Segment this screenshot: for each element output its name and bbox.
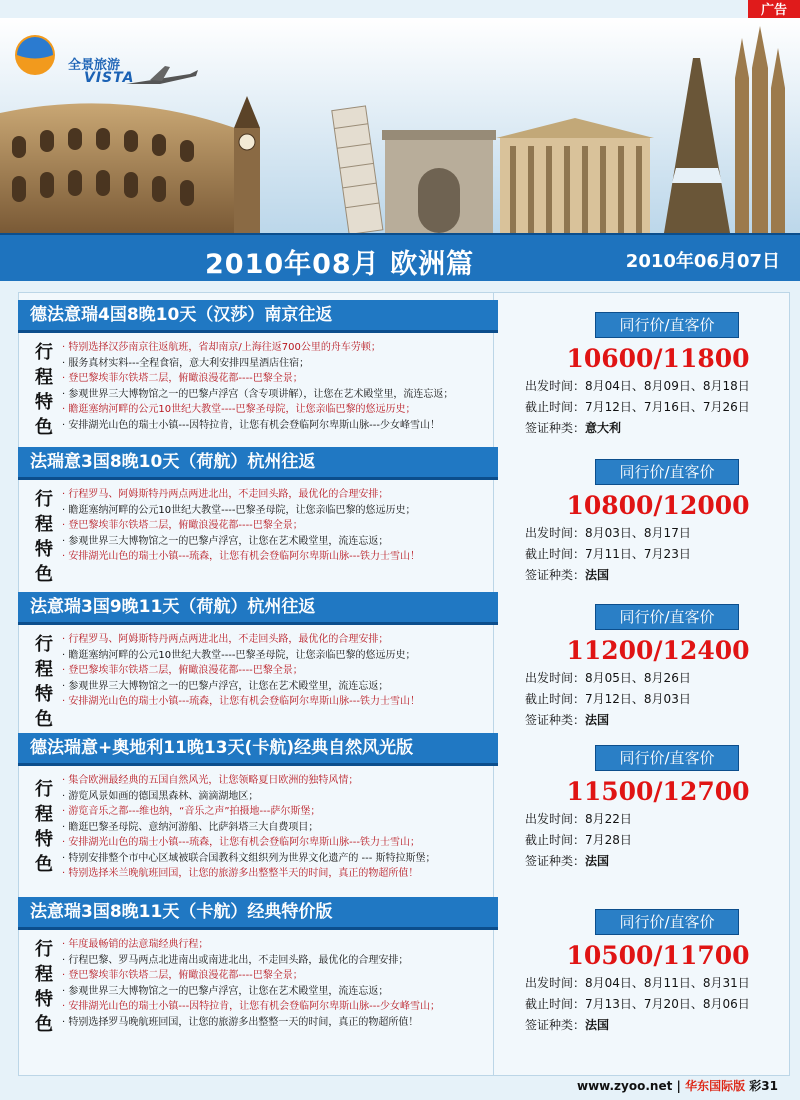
label-char: 程: [35, 964, 53, 985]
footer-brand: 华东国际版: [685, 1079, 746, 1093]
label-char: 色: [35, 417, 53, 438]
depart-value: 8月22日: [585, 812, 632, 826]
feature-list: [62, 340, 502, 433]
feature-item: · 游览风景如画的德国黑森林、滴滴湖地区；: [62, 790, 259, 802]
feature-item: · 服务真材实料---全程食宿，意大利安排四星酒店住宿；: [62, 357, 310, 369]
price-value: 10600/11800: [566, 344, 750, 373]
depart-row: [525, 668, 691, 689]
visa-value: 意大利: [585, 421, 622, 435]
deadline-value: 7月12日、7月16日、7月26日: [585, 400, 750, 414]
feature-item: · 行程巴黎、罗马两点北进南出或南进北出，不走回头路，最优化的合理安排；: [62, 954, 409, 966]
logo-brand-en: VISTA: [84, 70, 135, 86]
visa-value: 法国: [585, 568, 610, 582]
label-char: 特: [35, 684, 53, 705]
depart-label: 出发时间：: [525, 379, 586, 393]
visa-row: [525, 1015, 750, 1036]
label-char: 行: [35, 342, 53, 363]
price-value: 11500/12700: [566, 777, 750, 806]
feature-item: · 安排湖光山色的瑞士小镇---因特拉肯，让您有机会登临阿尔卑斯山脉---少女峰雪山！: [62, 419, 441, 431]
deadline-row: [525, 544, 691, 565]
label-char: 特: [35, 392, 53, 413]
schedule-info: [525, 668, 691, 731]
label-char: 程: [35, 659, 53, 680]
label-char: 特: [35, 829, 53, 851]
schedule-info: [525, 973, 750, 1036]
schedule-info: [525, 523, 691, 586]
depart-value: 8月03日、8月17日: [585, 526, 691, 540]
feature-item: · 行程罗马、阿姆斯特丹两点两进北出，不走回头路，最优化的合理安排；: [62, 634, 389, 645]
depart-label: 出发时间：: [525, 976, 586, 990]
visa-label: 签证种类：: [525, 854, 586, 868]
feature-item: · 特别安排整个市中心区域被联合国教科文组织列为世界文化遗产的 --- 斯特拉斯堡；: [62, 852, 436, 864]
deadline-row: [525, 689, 691, 710]
deadline-label: 截止时间：: [525, 692, 586, 706]
visa-row: [525, 565, 691, 586]
deadline-value: 7月28日: [585, 833, 632, 847]
feature-item: · 参观世界三大博物馆之一的巴黎卢浮宫（含专项讲解），让您在艺术殿堂里，流连忘返；: [62, 388, 454, 400]
depart-row: [525, 523, 691, 544]
itinerary-features-label: [32, 937, 56, 1037]
price-label: 同行价/直客价: [595, 909, 739, 935]
depart-row: [525, 809, 632, 830]
feature-item: · 参观世界三大博物馆之一的巴黎卢浮宫，让您在艺术殿堂里，流连忘返；: [62, 985, 389, 997]
tour-title: 法意瑞3国9晚11天（荷航）杭州往返: [18, 592, 498, 625]
depart-value: 8月04日、8月09日、8月18日: [585, 379, 750, 393]
visa-label: 签证种类：: [525, 568, 586, 582]
feature-list: [62, 632, 502, 710]
ad-tag: 广告: [748, 0, 800, 22]
feature-item: · 特别选择米兰晚航班回国，让您的旅游多出整整半天的时间，真正的物超所值！: [62, 868, 419, 879]
schedule-info: [525, 809, 632, 872]
feature-item: · 瞻逛巴黎圣母院、意纳河游船、比萨斜塔三大自费项目；: [62, 821, 319, 833]
hero-banner: [0, 18, 800, 233]
label-char: 程: [35, 367, 53, 388]
itinerary-features-label: [32, 487, 56, 587]
itinerary-features-label: [32, 777, 56, 877]
feature-item: · 安排湖光山色的瑞士小镇---琉森，让您有机会登临阿尔卑斯山脉---铁力士雪山；: [62, 837, 421, 848]
label-char: 色: [35, 564, 53, 585]
feature-item: · 集合欧洲最经典的五国自然风光，让您领略夏日欧洲的独特风情；: [62, 775, 359, 786]
deadline-row: [525, 830, 632, 851]
feature-item: · 参观世界三大博物馆之一的巴黎卢浮宫，让您在艺术殿堂里，流连忘返；: [62, 535, 389, 547]
label-char: 特: [35, 989, 53, 1010]
depart-row: [525, 376, 750, 397]
footer-sep: |: [676, 1079, 681, 1093]
issue-date: 2010年06月07日: [625, 251, 780, 272]
feature-item: · 游览音乐之都---维也纳，“音乐之声”拍摄地---萨尔斯堡；: [62, 806, 321, 817]
feature-item: · 特别选择汉莎南京往返航班，省却南京/上海往返700公里的舟车劳顿；: [62, 342, 381, 353]
feature-item: · 安排湖光山色的瑞士小镇---因特拉肯，让您有机会登临阿尔卑斯山脉---少女峰雪山；: [62, 1001, 441, 1012]
depart-value: 8月05日、8月26日: [585, 671, 691, 685]
label-char: 行: [35, 634, 53, 655]
visa-row: [525, 710, 691, 731]
feature-item: · 瞻逛塞纳河畔的公元10世纪大教堂----巴黎圣母院，让您亲临巴黎的悠远历史；: [62, 504, 416, 516]
itinerary-features-label: [32, 632, 56, 732]
feature-item: · 安排湖光山色的瑞士小镇---琉森，让您有机会登临阿尔卑斯山脉---铁力士雪山！: [62, 551, 421, 562]
visa-value: 法国: [585, 854, 610, 868]
label-char: 程: [35, 514, 53, 535]
feature-item: · 安排湖光山色的瑞士小镇---琉森，让您有机会登临阿尔卑斯山脉---铁力士雪山！: [62, 696, 421, 707]
globe-icon: [12, 32, 58, 78]
feature-list: [62, 487, 502, 565]
visa-label: 签证种类：: [525, 713, 586, 727]
depart-label: 出发时间：: [525, 671, 586, 685]
tour-title: 德法瑞意+奥地利11晚13天(卡航)经典自然风光版: [18, 733, 498, 766]
feature-item: · 特别选择罗马晚航班回国，让您的旅游多出整整一天的时间，真正的物超所值！: [62, 1016, 419, 1028]
feature-item: · 登巴黎埃菲尔铁塔二层，俯瞰浪漫花都----巴黎全景；: [62, 665, 303, 676]
label-char: 特: [35, 539, 53, 560]
visa-row: [525, 851, 632, 872]
price-label: 同行价/直客价: [595, 745, 739, 771]
footer-site: www.zyoo.net: [577, 1079, 673, 1093]
tour-title: 德法意瑞4国8晚10天（汉莎）南京往返: [18, 300, 498, 333]
tour-title: 法瑞意3国8晚10天（荷航）杭州往返: [18, 447, 498, 480]
label-char: 程: [35, 804, 53, 826]
price-label: 同行价/直客价: [595, 459, 739, 485]
deadline-value: 7月11日、7月23日: [585, 547, 691, 561]
visa-label: 签证种类：: [525, 1018, 586, 1032]
deadline-value: 7月12日、8月03日: [585, 692, 691, 706]
deadline-label: 截止时间：: [525, 400, 586, 414]
vista-logo: [12, 32, 135, 86]
label-char: 行: [35, 489, 53, 510]
feature-item: · 年度最畅销的法意瑞经典行程；: [62, 939, 209, 950]
footer: [577, 1077, 778, 1094]
label-char: 行: [35, 779, 53, 801]
page-title: 2010年08月 欧洲篇: [205, 249, 475, 280]
deadline-row: [525, 994, 750, 1015]
price-value: 10500/11700: [566, 941, 750, 970]
deadline-label: 截止时间：: [525, 547, 586, 561]
footer-page: 彩31: [749, 1079, 778, 1093]
tour-title: 法意瑞3国8晚11天（卡航）经典特价版: [18, 897, 498, 930]
feature-list: [62, 773, 502, 882]
visa-value: 法国: [585, 713, 610, 727]
label-char: 色: [35, 709, 53, 730]
visa-label: 签证种类：: [525, 421, 586, 435]
price-label: 同行价/直客价: [595, 604, 739, 630]
deadline-value: 7月13日、7月20日、8月06日: [585, 997, 750, 1011]
price-value: 10800/12000: [566, 491, 750, 520]
visa-row: [525, 418, 750, 439]
feature-item: · 参观世界三大博物馆之一的巴黎卢浮宫，让您在艺术殿堂里，流连忘返；: [62, 680, 389, 692]
label-char: 行: [35, 939, 53, 960]
label-char: 色: [35, 854, 53, 876]
feature-item: · 登巴黎埃菲尔铁塔二层，俯瞰浪漫花都----巴黎全景；: [62, 520, 303, 531]
depart-value: 8月04日、8月11日、8月31日: [585, 976, 750, 990]
feature-item: · 瞻逛塞纳河畔的公元10世纪大教堂----巴黎圣母院，让您亲临巴黎的悠远历史；: [62, 649, 416, 661]
depart-label: 出发时间：: [525, 812, 586, 826]
feature-item: · 行程罗马、阿姆斯特丹两点两进北出，不走回头路，最优化的合理安排；: [62, 489, 389, 500]
feature-item: · 登巴黎埃菲尔铁塔二层，俯瞰浪漫花都----巴黎全景；: [62, 373, 303, 384]
feature-item: · 登巴黎埃菲尔铁塔二层，俯瞰浪漫花都----巴黎全景；: [62, 970, 303, 981]
logo-brand-cn: 全景旅游: [68, 58, 121, 73]
price-label: 同行价/直客价: [595, 312, 739, 338]
label-char: 色: [35, 1014, 53, 1035]
itinerary-features-label: [32, 340, 56, 440]
schedule-info: [525, 376, 750, 439]
depart-row: [525, 973, 750, 994]
deadline-label: 截止时间：: [525, 997, 586, 1011]
visa-value: 法国: [585, 1018, 610, 1032]
deadline-row: [525, 397, 750, 418]
feature-list: [62, 937, 502, 1030]
depart-label: 出发时间：: [525, 526, 586, 540]
price-value: 11200/12400: [566, 636, 750, 665]
feature-item: · 瞻逛塞纳河畔的公元10世纪大教堂----巴黎圣母院，让您亲临巴黎的悠远历史；: [62, 404, 416, 415]
deadline-label: 截止时间：: [525, 833, 586, 847]
